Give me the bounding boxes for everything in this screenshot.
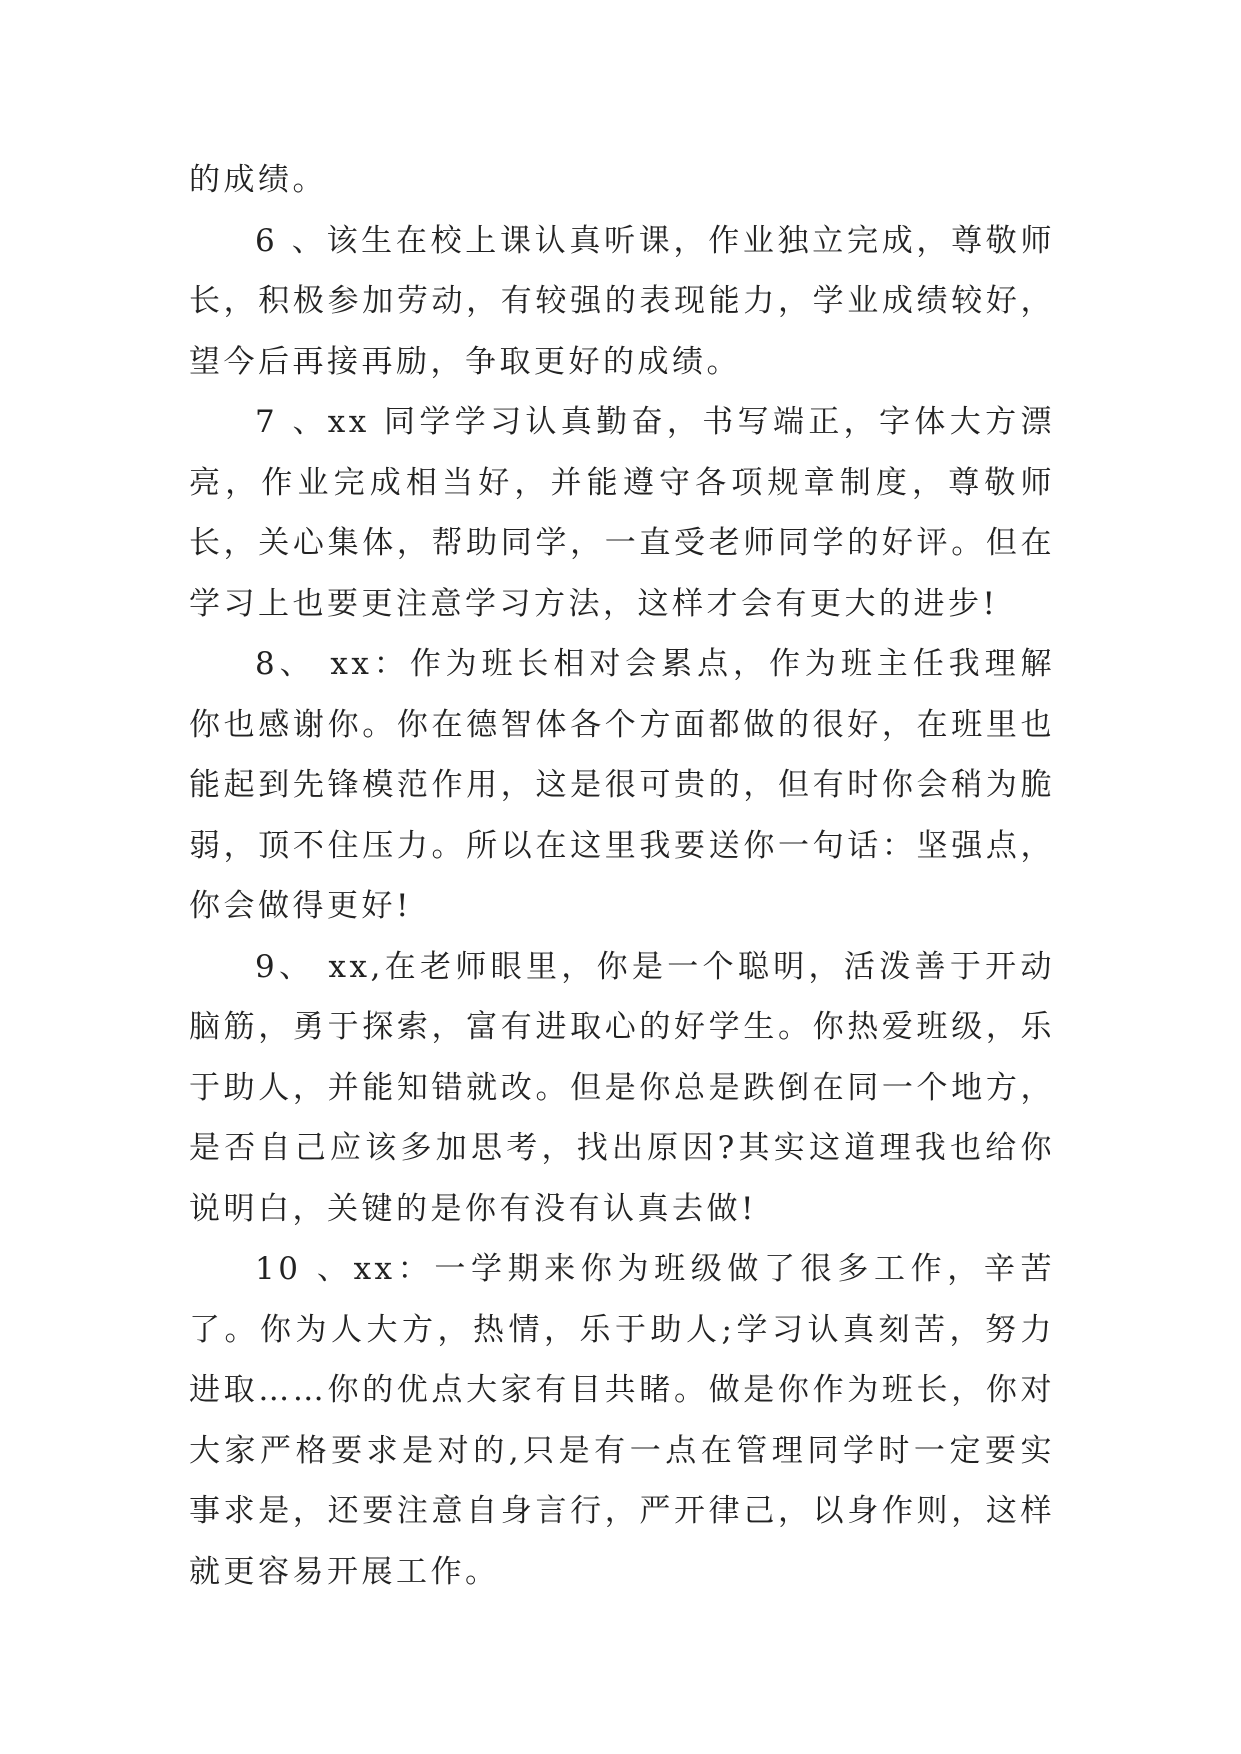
paragraph-comment-7: 7 、xx 同学学习认真勤奋，书写端正，字体大方漂亮，作业完成相当好，并能遵守各项规章制度，尊敬师长，关心集体，帮助同学，一直受老师同学的好评。但在学习上也要更注意学习方法，这样才会有更大的进步! [189, 404, 1055, 622]
paragraph-comment-6: 6 、该生在校上课认真听课，作业独立完成，尊敬师长，积极参加劳动，有较强的表现能力，学业成绩较好，望今后再接再励，争取更好的成绩。 [189, 222, 1055, 380]
paragraph-comment-9: 9、 xx,在老师眼里，你是一个聪明，活泼善于开动脑筋，勇于探索，富有进取心的好学生。你热爱班级，乐于助人，并能知错就改。但是你总是跌倒在同一个地方，是否自己应该多加思考，找出原因?其实这道理我也给你说明白，关键的是你有没有认真去做! [189, 948, 1055, 1227]
paragraph-comment-8: 8、 xx：作为班长相对会累点，作为班主任我理解你也感谢你。你在德智体各个方面都做的很好，在班里也能起到先锋模范作用，这是很可贵的，但有时你会稍为脆弱，顶不住压力。所以在这里我要送你一句话：坚强点，你会做得更好! [189, 646, 1055, 924]
document-body [189, 150, 1055, 1602]
paragraph-continuation: 的成绩。 [189, 162, 327, 198]
paragraph-comment-10: 10 、xx：一学期来你为班级做了很多工作，辛苦了。你为人大方，热情，乐于助人;学习认真刻苦，努力进取……你的优点大家有目共睹。做是你作为班长，你对大家严格要求是对的,只是有一点在管理同学时一定要实事求是，还要注意自身言行，严开律己，以身作则，这样就更容易开展工作。 [189, 1251, 1055, 1590]
